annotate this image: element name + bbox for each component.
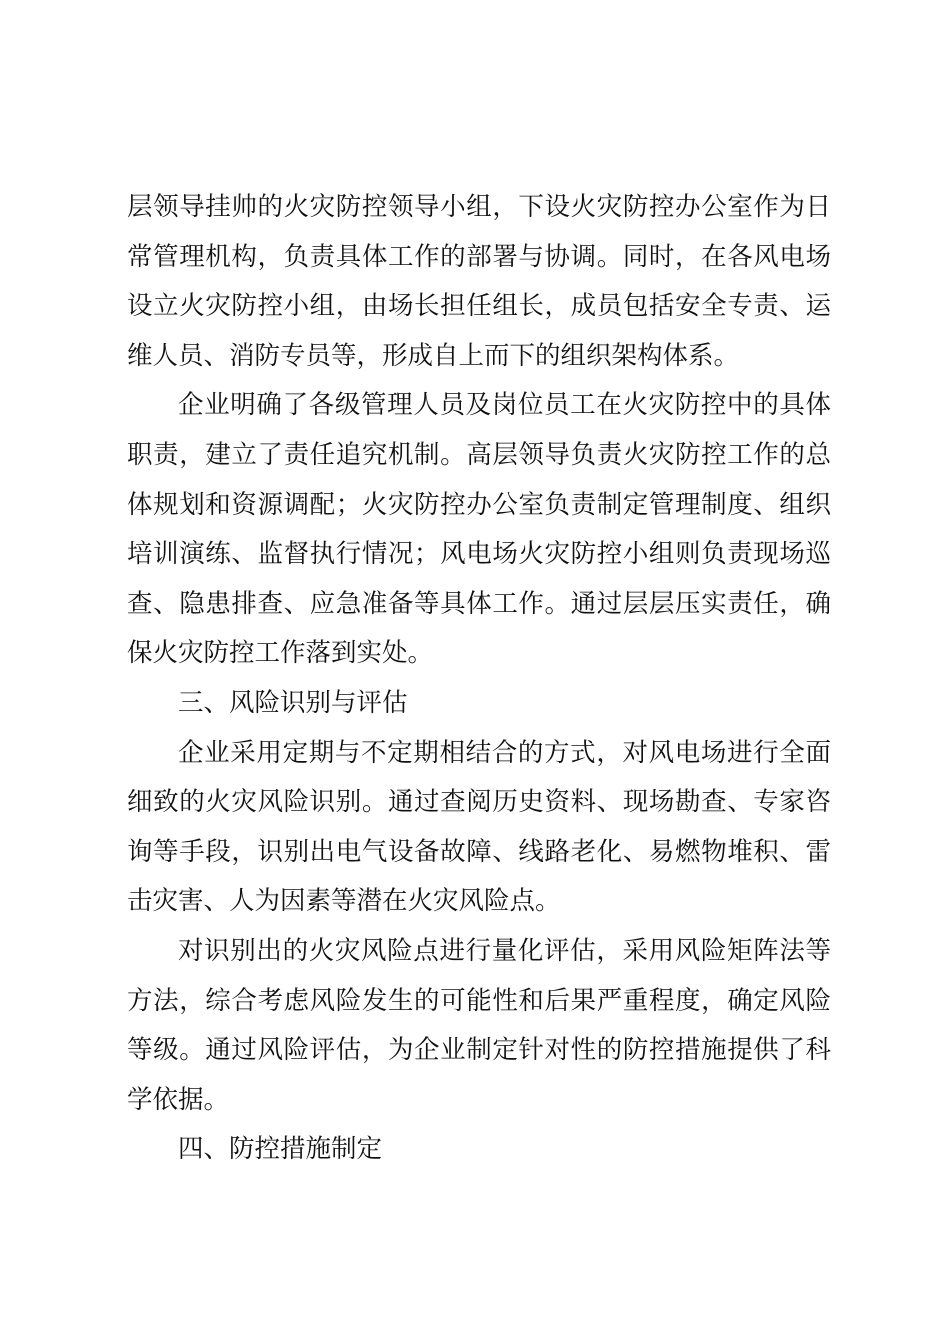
text-line: 体规划和资源调配；火灾防控办公室负责制定管理制度、组织: [127, 489, 831, 520]
paragraph-responsibilities: [127, 381, 831, 679]
text-line: 企业明确了各级管理人员及岗位员工在火灾防控中的具体: [178, 390, 831, 421]
text-line: 维人员、消防专员等，形成自上而下的组织架构体系。: [127, 340, 740, 371]
text-line: 职责，建立了责任追究机制。高层领导负责火灾防控工作的总: [127, 439, 831, 470]
paragraph-risk-assessment: [127, 927, 831, 1125]
paragraph-organization: [127, 183, 831, 381]
text-line: 层领导挂帅的火灾防控领导小组，下设火灾防控办公室作为日: [127, 192, 831, 222]
text-line: 企业采用定期与不定期相结合的方式，对风电场进行全面: [178, 737, 831, 768]
text-line: 对识别出的火灾风险点进行量化评估，采用风险矩阵法等: [178, 935, 831, 966]
text-line: 方法，综合考虑风险发生的可能性和后果严重程度，确定风险: [127, 985, 831, 1016]
text-line: 常管理机构，负责具体工作的部署与协调。同时，在各风电场: [127, 241, 831, 272]
text-line: 查、隐患排查、应急准备等具体工作。通过层层压实责任，确: [127, 588, 831, 619]
text-line: 保火灾防控工作落到实处。: [127, 638, 434, 669]
section-heading-risk-identification: 三、风险识别与评估: [178, 687, 408, 718]
text-line: 击灾害、人为因素等潜在火灾风险点。: [127, 886, 561, 917]
text-line: 设立火灾防控小组，由场长担任组长，成员包括安全专责、运: [127, 291, 831, 322]
paragraph-risk-identification: [127, 729, 831, 927]
section-heading-prevention-measures: 四、防控措施制定: [178, 1134, 383, 1165]
text-line: 学依据。: [127, 1084, 230, 1115]
text-line: 培训演练、监督执行情况；风电场火灾防控小组则负责现场巡: [127, 539, 831, 570]
text-line: 细致的火灾风险识别。通过查阅历史资料、现场勘查、专家咨: [127, 787, 831, 818]
document-body: [127, 183, 831, 1175]
text-line: 等级。通过风险评估，为企业制定针对性的防控措施提供了科: [127, 1035, 831, 1066]
text-line: 询等手段，识别出电气设备故障、线路老化、易燃物堆积、雷: [127, 836, 831, 867]
